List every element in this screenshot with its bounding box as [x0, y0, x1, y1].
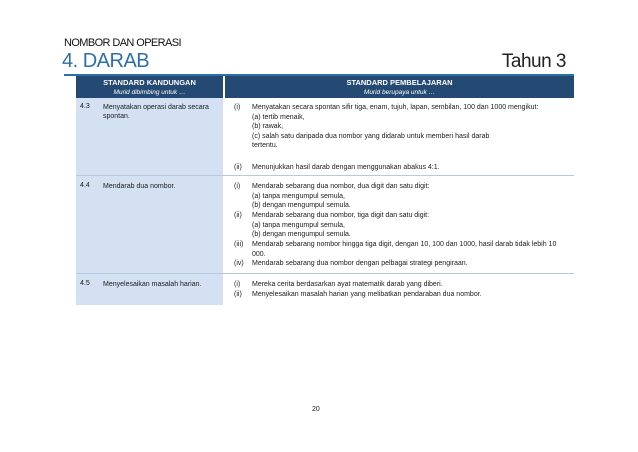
pembelajaran-item	[234, 240, 564, 259]
column-gutter	[223, 76, 225, 305]
row-number: 4.4	[80, 182, 90, 189]
page-number: 20	[312, 406, 320, 413]
item-marker: (iii)	[234, 241, 244, 248]
pembelajaran-item	[234, 211, 564, 240]
sub-item: (c) salah satu daripada dua nombor yang didarab untuk memberi hasil darab	[252, 132, 490, 140]
item-text: Menyatakan secara spontan sifir tiga, enam, tujuh, lapan, sembilan, 100 dan 1000 mengikut:	[252, 104, 539, 111]
kandungan-text: Mendarab dua nombor.	[103, 183, 176, 190]
pembelajaran-item	[234, 259, 564, 269]
row-number: 4.5	[80, 280, 90, 287]
item-marker: (i)	[234, 104, 241, 111]
item-marker: (iv)	[234, 260, 244, 267]
kandungan-text: Menyatakan operasi darab secara spontan.	[103, 104, 209, 120]
sub-item: (a) tanpa mengumpul semula,	[252, 192, 345, 200]
pembelajaran-item	[234, 182, 564, 211]
pembelajaran-header-title: STANDARD PEMBELAJARAN	[346, 78, 453, 87]
item-text: Mendarab sebarang dua nombor dengan pelbagai strategi pengiraan.	[252, 260, 468, 267]
pembelajaran-header-subtitle: Murid berupaya untuk …	[363, 89, 436, 96]
sub-item: (a) tanpa mengumpul semula,	[252, 221, 345, 229]
row-separator	[76, 175, 574, 176]
item-marker: (ii)	[234, 164, 242, 171]
sub-item: (b) rawak,	[252, 123, 284, 130]
kandungan-header	[76, 76, 223, 98]
sub-item-continuation: tertentu.	[252, 142, 278, 149]
item-marker: (ii)	[234, 212, 242, 219]
item-text: Menunjukkan hasil darab dengan menggunakan abakus 4:1.	[252, 164, 440, 171]
chapter-title: 4. DARAB	[62, 50, 150, 72]
pembelajaran-item	[234, 103, 564, 151]
row-separator	[76, 273, 574, 274]
sub-item: (b) dengan mengumpul semula.	[252, 231, 351, 238]
sub-item: (a) tertib menaik,	[252, 113, 305, 121]
kandungan-header-title: STANDARD KANDUNGAN	[103, 78, 196, 87]
topic-heading: NOMBOR DAN OPERASI	[64, 37, 181, 49]
sub-item: (b) dengan mengumpul semula.	[252, 202, 351, 209]
kandungan-header-subtitle: Murid dibimbing untuk …	[113, 89, 186, 96]
kandungan-text: Menyelesaikan masalah harian.	[103, 281, 202, 288]
pembelajaran-item	[234, 280, 564, 290]
item-marker: (ii)	[234, 291, 242, 298]
item-marker: (i)	[234, 183, 241, 190]
row-number: 4.3	[80, 103, 90, 110]
item-text: Menyelesaikan masalah harian yang melibatkan pendaraban dua nombor.	[252, 291, 482, 298]
item-text: Mendarab sebarang dua nombor, dua digit dan satu digit:	[252, 183, 430, 190]
item-text: Mendarab sebarang nombor hingga tiga digit, dengan 10, 100 dan 1000, hasil darab tidak lebih 10 000.	[252, 241, 557, 258]
year-label: Tahun 3	[501, 51, 566, 72]
pembelajaran-item	[234, 163, 564, 173]
pembelajaran-header	[225, 76, 574, 98]
item-marker: (i)	[234, 281, 241, 288]
pembelajaran-item	[234, 290, 564, 300]
item-text: Mendarab sebarang dua nombor, tiga digit dan satu digit:	[252, 212, 430, 219]
item-text: Mereka cerita berdasarkan ayat matematik darab yang diberi.	[252, 281, 443, 288]
